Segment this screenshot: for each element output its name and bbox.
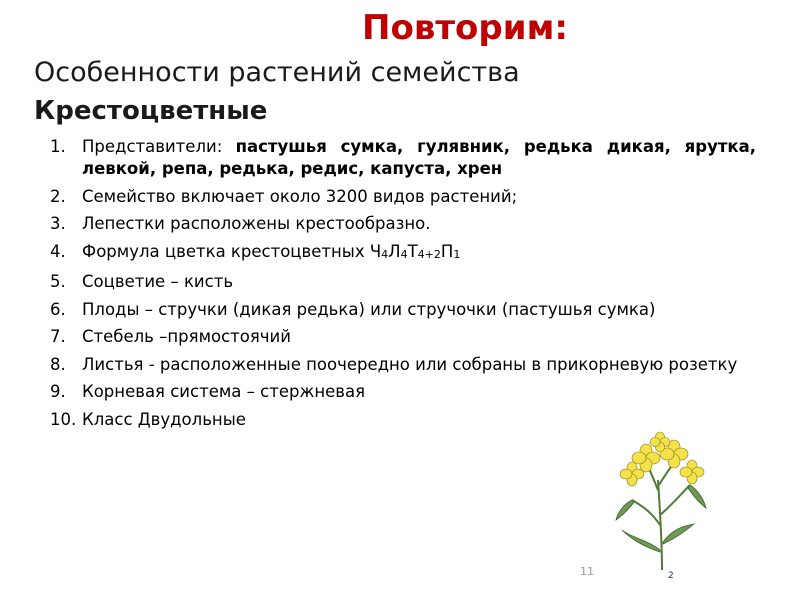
item-number: 9. [50, 382, 66, 401]
formula-label: Формула цветка крестоцветных [82, 241, 370, 261]
item-text: Лепестки расположены крестообразно. [82, 214, 431, 233]
item-text: Корневая система – стержневая [82, 382, 366, 401]
item-text: Семейство включает около 3200 видов растений; [82, 186, 518, 206]
item-number: 10. [50, 409, 77, 429]
item-text [82, 241, 756, 266]
slide-title: Повторим: [362, 8, 568, 48]
item-text [82, 136, 756, 180]
list-item [50, 409, 756, 431]
item-number: 7. [50, 327, 66, 346]
crucifer-plant-illustration [610, 430, 720, 580]
item-number: 4. [50, 241, 66, 261]
figure-label: 2 [668, 571, 674, 580]
representatives-label: Представители: [82, 137, 236, 156]
subtitle-family-name: Крестоцветные [34, 96, 268, 126]
list-item [50, 186, 756, 208]
list-item [50, 381, 756, 403]
item-number: 5. [50, 272, 66, 291]
features-list [50, 136, 756, 436]
item-text: Листья - расположенные поочередно или собраны в прикорневую розетку [82, 354, 738, 374]
item-text: Стебель –прямостоячий [82, 327, 292, 346]
item-number: 8. [50, 354, 66, 374]
item-number: 6. [50, 299, 66, 319]
list-item [50, 299, 756, 321]
item-number: 3. [50, 214, 66, 233]
item-text: Соцветие – кисть [82, 272, 234, 291]
item-number: 2. [50, 186, 66, 206]
item-text: Класс Двудольные [82, 409, 246, 429]
slide-subtitle [34, 54, 520, 130]
page-number: 11 [580, 565, 594, 578]
list-item [50, 241, 756, 266]
list-item [50, 136, 756, 180]
flower-formula: Ч4Л4Т4+2П1 [369, 241, 461, 261]
list-item [50, 271, 756, 293]
representatives-list: пастушья сумка, гулявник, редька дикая, ярутка, левкой, репа, редька, редис, капуста, хрен [82, 137, 756, 178]
item-number: 1. [50, 137, 66, 156]
plant-flowers [620, 432, 704, 486]
list-item [50, 326, 756, 348]
item-text: Плоды – стручки (дикая редька) или стручочки (пастушья сумка) [82, 299, 656, 319]
subtitle-line-1: Особенности растений семейства [34, 57, 520, 88]
list-item [50, 354, 756, 376]
list-item [50, 213, 756, 235]
